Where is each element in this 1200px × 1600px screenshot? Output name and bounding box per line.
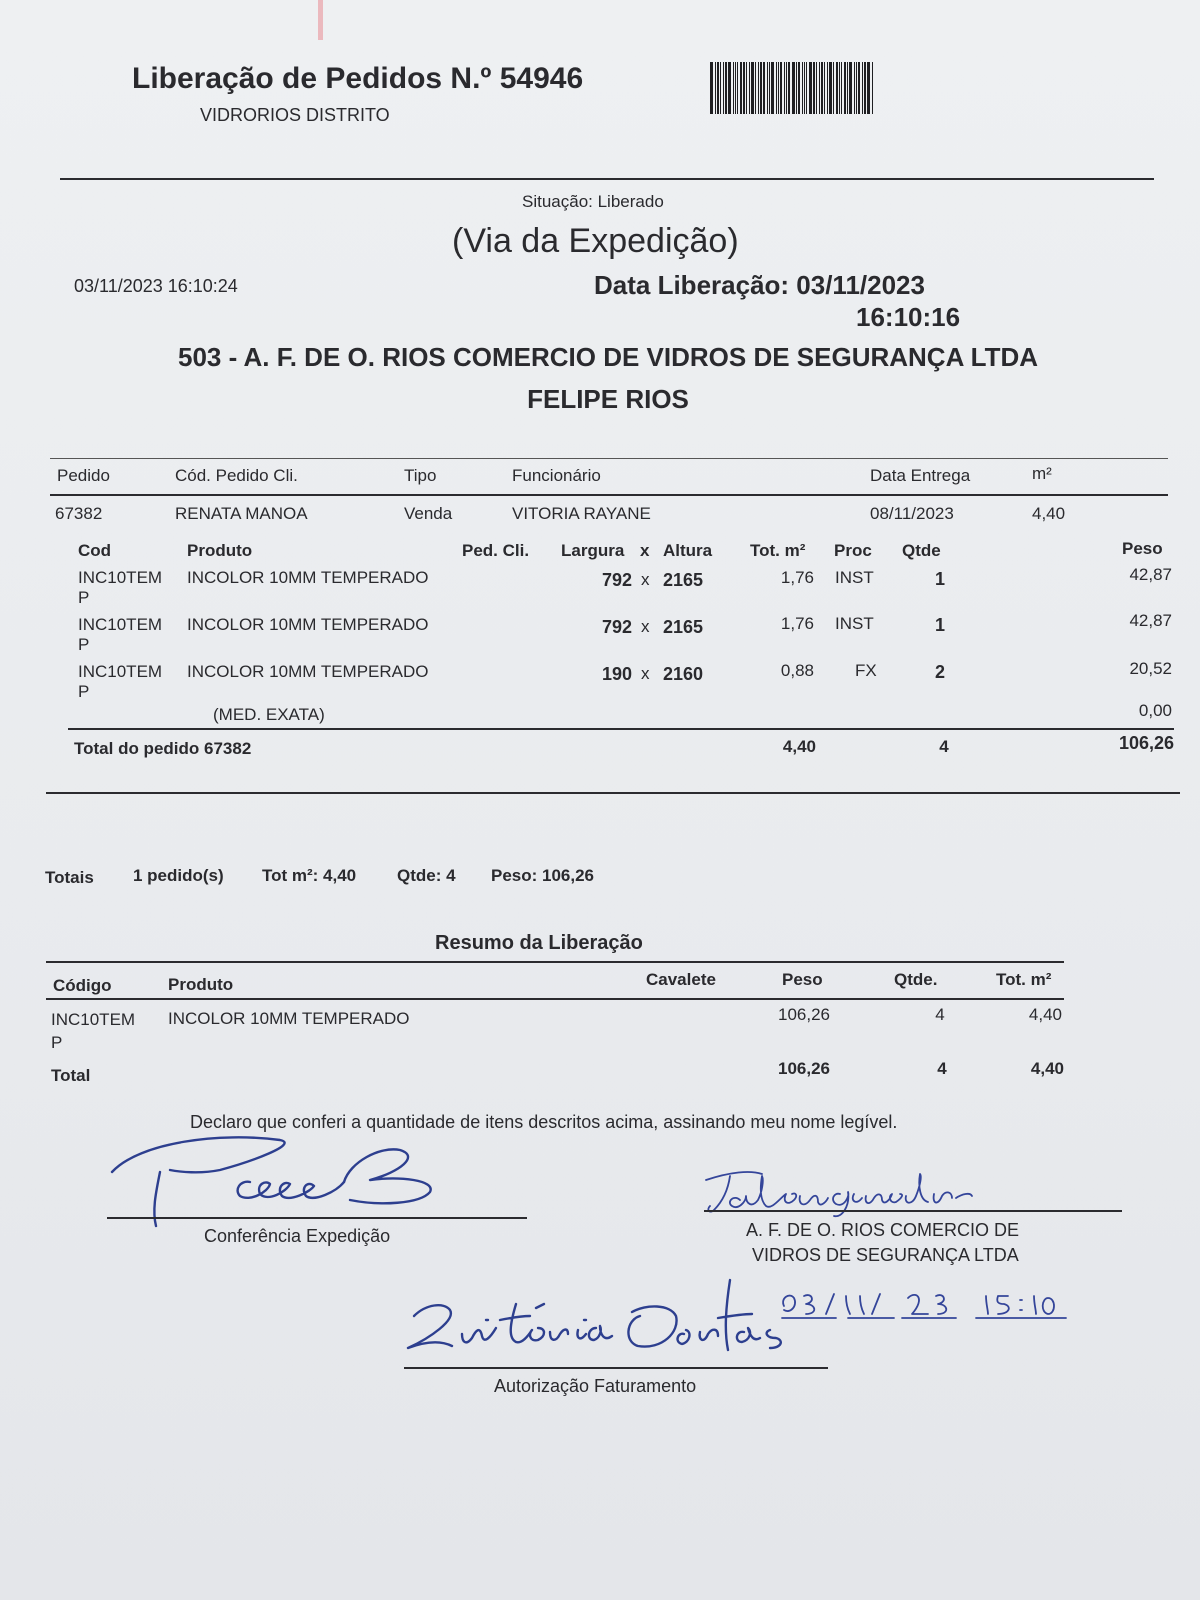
summary-peso: 106,26 [778,1005,830,1024]
summary-col-peso: Peso [782,970,823,989]
order-top-rule [50,458,1168,459]
barcode-bar [844,62,846,114]
barcode-bar [769,62,770,114]
signature-line-autorizacao [404,1367,828,1369]
item-cod-wrap: P [78,588,90,607]
barcode [710,62,902,114]
barcode-bar [740,62,742,114]
barcode-bar [760,62,762,114]
barcode-bar [746,62,747,114]
barcode-bar [776,62,777,114]
item-peso: 20,52 [1129,659,1172,678]
item-cod-wrap: P [78,682,90,701]
summary-total-qtde: 4 [937,1059,947,1078]
barcode-bar [829,62,832,114]
items-col-altura: Altura [663,541,713,560]
items-col-qtde: Qtde [902,541,941,560]
barcode-bar [813,62,815,114]
signature-empresa [700,1166,1010,1222]
order-employee: VITORIA RAYANE [512,504,651,523]
order-total-m2: 4,40 [782,737,816,756]
barcode-bar [717,62,719,114]
item-largura: 792 [601,617,632,637]
summary-qtde: 4 [935,1005,945,1024]
order-delivery-date: 08/11/2023 [870,504,954,523]
barcode-bar [778,62,779,114]
barcode-bar [710,62,713,114]
barcode-bar [862,62,863,114]
summary-total-label: Total [51,1066,91,1085]
barcode-bar [733,62,734,114]
barcode-bar [804,62,805,114]
items-col-largura: Largura [561,541,625,560]
company-line-2: VIDROS DE SEGURANÇA LTDA [752,1245,1019,1265]
release-date: Data Liberação: 03/11/2023 [594,270,925,300]
summary-tot-m2: 4,40 [1028,1005,1062,1024]
summary-produto: INCOLOR 10MM TEMPERADO [168,1009,410,1028]
items-col-tot-m2: Tot. m² [750,541,806,560]
barcode-bar [819,62,820,114]
barcode-bar [854,62,855,114]
barcode-bar [841,62,842,114]
signature-line-conferencia [107,1217,527,1219]
barcode-bar [771,62,774,114]
barcode-bar [809,62,812,114]
totals-qtde: Qtde: 4 [397,866,456,885]
barcode-bar [767,62,768,114]
header-divider [60,178,1154,180]
item-qtde: 1 [934,569,945,589]
status-text: Situação: Liberado [522,192,664,211]
barcode-bar [798,62,800,114]
red-ink-mark [318,0,323,40]
order-total-peso: 106,26 [1118,733,1174,753]
barcode-bar [806,62,807,114]
barcode-bar [856,62,857,114]
totals-label: Totais [45,868,94,887]
signature-label-conferencia: Conferência Expedição [204,1226,391,1246]
items-col-proc: Proc [834,541,872,560]
summary-col-produto: Produto [168,975,234,994]
barcode-bar [751,62,754,114]
barcode-bar [816,62,817,114]
barcode-bar [743,62,745,114]
order-number: 67382 [55,504,103,523]
summary-col-qtde: Qtde. [894,970,938,989]
company-line-1: A. F. DE O. RIOS COMERCIO DE [746,1220,1020,1240]
barcode-bar [725,62,727,114]
item-proc: INST [835,568,874,587]
barcode-bar [802,62,803,114]
item-tot-m2: 1,76 [780,614,814,633]
barcode-bar [839,62,840,114]
barcode-bar [849,62,852,114]
summary-col-codigo: Código [53,976,112,995]
barcode-bar [735,62,736,114]
barcode-bar [836,62,838,114]
summary-col-cavalete: Cavalete [646,970,716,989]
summary-codigo-wrap: P [51,1033,63,1052]
item-cod: INC10TEM [78,662,163,681]
order-bottom-rule [46,792,1180,794]
totals-peso: Peso: 106,26 [491,866,595,885]
barcode-bar [833,62,834,114]
item-proc: FX [855,661,877,680]
document-title: Liberação de Pedidos N.º 54946 [132,62,584,95]
handwritten-date [776,1284,1088,1324]
summary-header-rule [46,998,1064,1000]
col-pedido: Pedido [57,466,110,485]
release-time: 16:10:16 [856,302,961,332]
order-total-label: Total do pedido 67382 [74,739,252,758]
via-label: (Via da Expedição) [452,222,739,260]
summary-total-peso: 106,26 [778,1059,830,1078]
barcode-bar [715,62,716,114]
summary-col-tot-m2: Tot. m² [996,970,1052,989]
barcode-bar [755,62,756,114]
barcode-bar [723,62,724,114]
barcode-bar [784,62,785,114]
item-peso: 42,87 [1129,565,1172,584]
barcode-bar [763,62,765,114]
signature-label-autorizacao: Autorização Faturamento [494,1376,697,1396]
item-altura: 2165 [663,570,704,590]
barcode-bar [872,62,873,114]
declaration-text: Declaro que conferi a quantidade de itens descritos acima, assinando meu nome legível. [190,1112,898,1132]
order-header-rule [50,494,1168,496]
item-x: x [641,664,650,683]
barcode-bar [821,62,823,114]
barcode-bar [867,62,870,114]
branch-name: VIDRORIOS DISTRITO [200,105,390,125]
barcode-bar [796,62,797,114]
item-largura: 190 [601,664,632,684]
client-contact: FELIPE RIOS [527,384,689,414]
barcode-bar [788,62,790,114]
items-col-cod: Cod [78,541,112,560]
col-cod-pedido-cli: Cód. Pedido Cli. [175,466,298,485]
item-cod: INC10TEM [78,568,163,587]
item-x: x [641,617,650,636]
items-col-peso: Peso [1122,539,1163,558]
item-proc: INST [835,614,874,633]
totals-pedidos: 1 pedido(s) [133,866,224,885]
item-qtde: 1 [934,615,945,635]
col-m2: m² [1032,464,1052,483]
item-cod: INC10TEM [78,615,163,634]
barcode-bar [792,62,795,114]
item-largura: 792 [601,570,632,590]
item-produto: INCOLOR 10MM TEMPERADO [187,662,429,681]
signature-line-empresa [704,1210,1122,1212]
item-peso: 42,87 [1129,611,1172,630]
items-total-rule [68,728,1174,730]
client-name: 503 - A. F. DE O. RIOS COMERCIO DE VIDROS DE SEGURANÇA LTDA [177,342,1039,372]
col-funcionario: Funcionário [512,466,601,485]
col-tipo: Tipo [404,466,437,485]
signature-autorizacao [400,1276,820,1372]
item-produto: INCOLOR 10MM TEMPERADO [187,615,429,634]
item-produto: INCOLOR 10MM TEMPERADO [187,568,429,587]
barcode-bar [786,62,787,114]
item-altura: 2160 [663,664,704,684]
item-tot-m2: 1,76 [780,568,814,587]
item-qtde: 2 [934,662,945,682]
items-col-ped-cli: Ped. Cli. [462,541,530,560]
summary-total-m2: 4,40 [1030,1059,1064,1078]
barcode-bar [858,62,860,114]
barcode-bar [824,62,825,114]
items-col-produto: Produto [187,541,253,560]
barcode-bar [864,62,866,114]
barcode-bar [728,62,731,114]
order-m2: 4,40 [1032,504,1066,523]
med-exata-peso: 0,00 [1138,701,1172,720]
barcode-bar [749,62,750,114]
print-datetime: 03/11/2023 16:10:24 [74,276,238,296]
summary-codigo: INC10TEM [51,1010,136,1029]
col-data-entrega: Data Entrega [870,466,971,485]
barcode-bar [847,62,848,114]
barcode-bar [758,62,759,114]
item-cod-wrap: P [78,635,90,654]
summary-title: Resumo da Liberação [435,932,643,954]
barcode-bar [720,62,721,114]
order-total-qtde: 4 [939,737,949,756]
item-altura: 2165 [663,617,704,637]
totals-m2: Tot m²: 4,40 [262,866,357,885]
order-client-code: RENATA MANOA [175,504,308,523]
order-type: Venda [404,504,453,523]
summary-top-rule [46,961,1064,963]
item-x: x [641,570,650,589]
barcode-bar [780,62,782,114]
item-tot-m2: 0,88 [780,661,814,680]
barcode-bar [827,62,828,114]
barcode-bar [737,62,738,114]
med-exata-label: (MED. EXATA) [213,705,325,724]
items-col-x: x [640,541,650,560]
